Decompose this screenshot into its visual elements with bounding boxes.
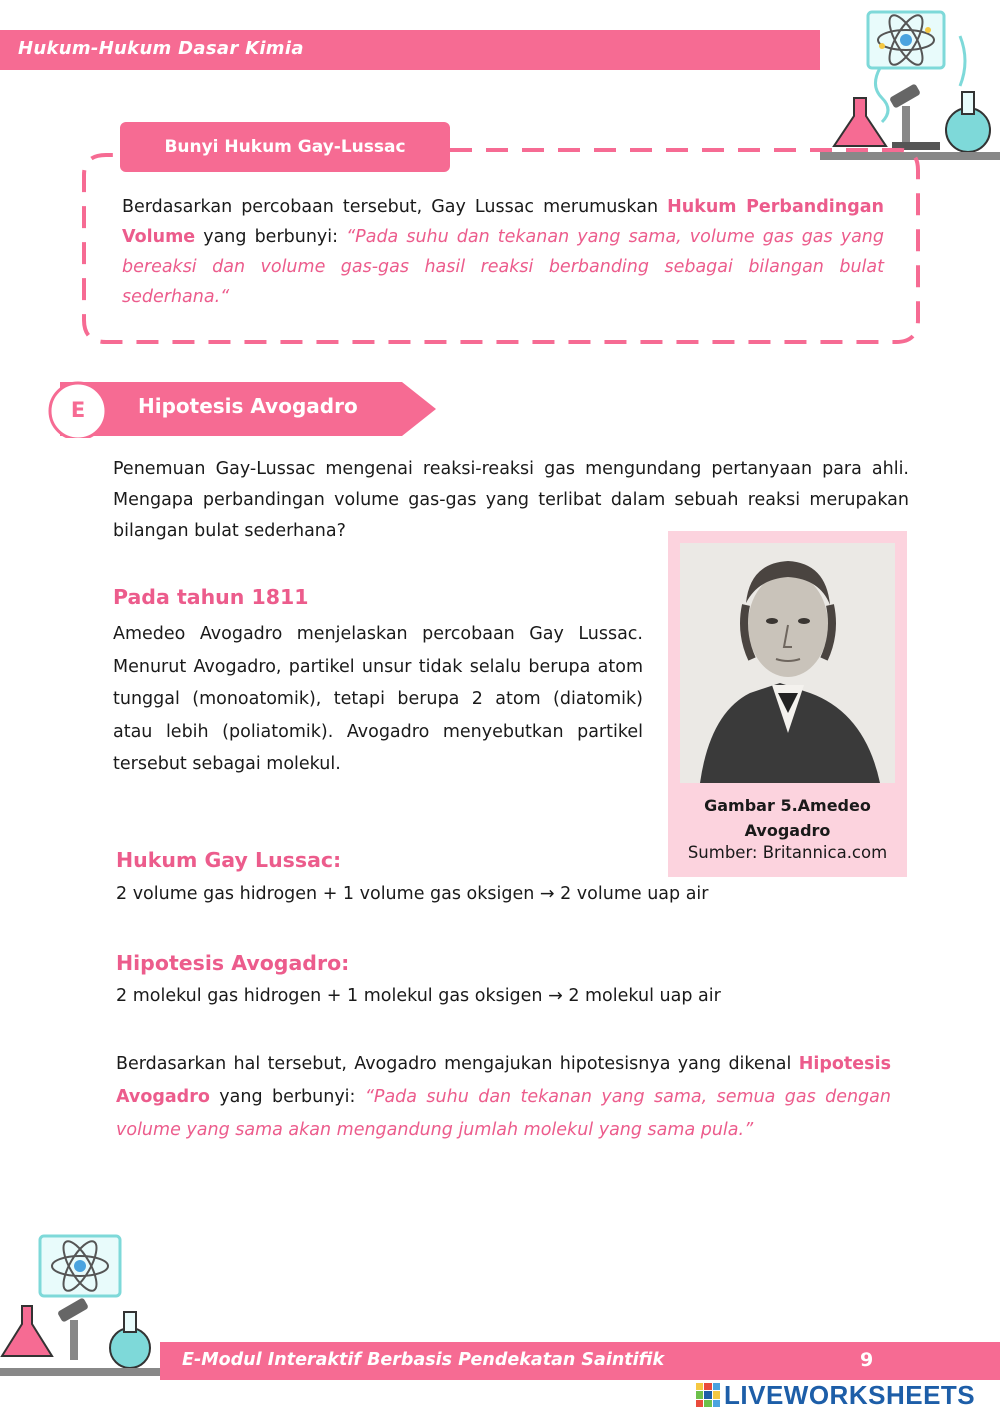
year-paragraph: Amedeo Avogadro menjelaskan percobaan Gay Lussac. Menurut Avogadro, partikel unsur tidak selalu berupa atom tunggal (monoatomik), tetapi berupa 2 atom (diatomik) atau lebih (poliatomik). Avogadro menyebutkan partikel tersebut sebagai molekul. [113, 624, 643, 774]
law-quote: “Pada suhu dan tekanan yang sama, volume gas gas yang bereaksi dan volume gas-gas hasil reaksi berbanding sebagai bilangan bulat sederhana.“ [122, 227, 884, 307]
year-heading: Pada tahun 1811 [113, 585, 309, 609]
hypothesis-equation: 2 molekul gas hidrogen + 1 molekul gas oksigen → 2 molekul uap air [116, 986, 721, 1006]
logo-grid-icon [696, 1383, 720, 1407]
intro-paragraph: Penemuan Gay-Lussac mengenai reaksi-reaksi gas mengundang pertanyaan para ahli. Mengapa perbandingan volume gas-gas yang terlibat dalam sebuah reaksi merupakan bilangan bulat sederhana? [113, 459, 909, 541]
hypothesis-name: Hipotesis Avogadro [116, 1054, 891, 1107]
law-name: Hukum Perbandingan Volume [122, 197, 884, 247]
law-heading: Hukum Gay Lussac: [116, 848, 342, 872]
law-box-tab: Bunyi Hukum Gay-Lussac [120, 122, 450, 172]
figure-source: Sumber: Britannica.com [687, 843, 888, 862]
section-title: Hipotesis Avogadro [138, 394, 358, 418]
law-box-text: Berdasarkan percobaan tersebut, Gay Lussac merumuskan Hukum Perbandingan Volume yang berbunyi: “Pada suhu dan tekanan yang sama, volume gas gas yang bereaksi dan volume gas-gas hasil reaksi berbanding sebagai bilangan bulat sederhana.“ [122, 197, 884, 307]
avogadro-portrait [680, 543, 895, 783]
figure-caption: Gambar 5.Amedeo Avogadro [704, 796, 871, 840]
page-number: 9 [860, 1349, 874, 1371]
law-equation: 2 volume gas hidrogen + 1 volume gas oksigen → 2 volume uap air [116, 884, 709, 904]
liveworksheets-logo[interactable] [696, 1380, 975, 1410]
lab-illustration-icon [0, 1230, 160, 1380]
hypothesis-quote: “Pada suhu dan tekanan yang sama, semua gas dengan volume yang sama akan mengandung jumlah molekul yang sama pula.” [116, 1087, 891, 1140]
brand-text: LIVEWORKSHEETS [724, 1379, 976, 1410]
header-title: Hukum-Hukum Dasar Kimia [18, 38, 304, 59]
figure-card [668, 531, 907, 877]
section-letter: E [70, 398, 86, 422]
hypothesis-paragraph: Berdasarkan hal tersebut, Avogadro mengajukan hipotesisnya yang dikenal Hipotesis Avogadro yang berbunyi: “Pada suhu dan tekanan yang sama, semua gas dengan volume yang sama akan mengandung jumlah molekul yang sama pula.” [116, 1054, 891, 1140]
footer-title: E-Modul Interaktif Berbasis Pendekatan Saintifik [182, 1350, 665, 1370]
hypothesis-heading: Hipotesis Avogadro: [116, 951, 350, 975]
